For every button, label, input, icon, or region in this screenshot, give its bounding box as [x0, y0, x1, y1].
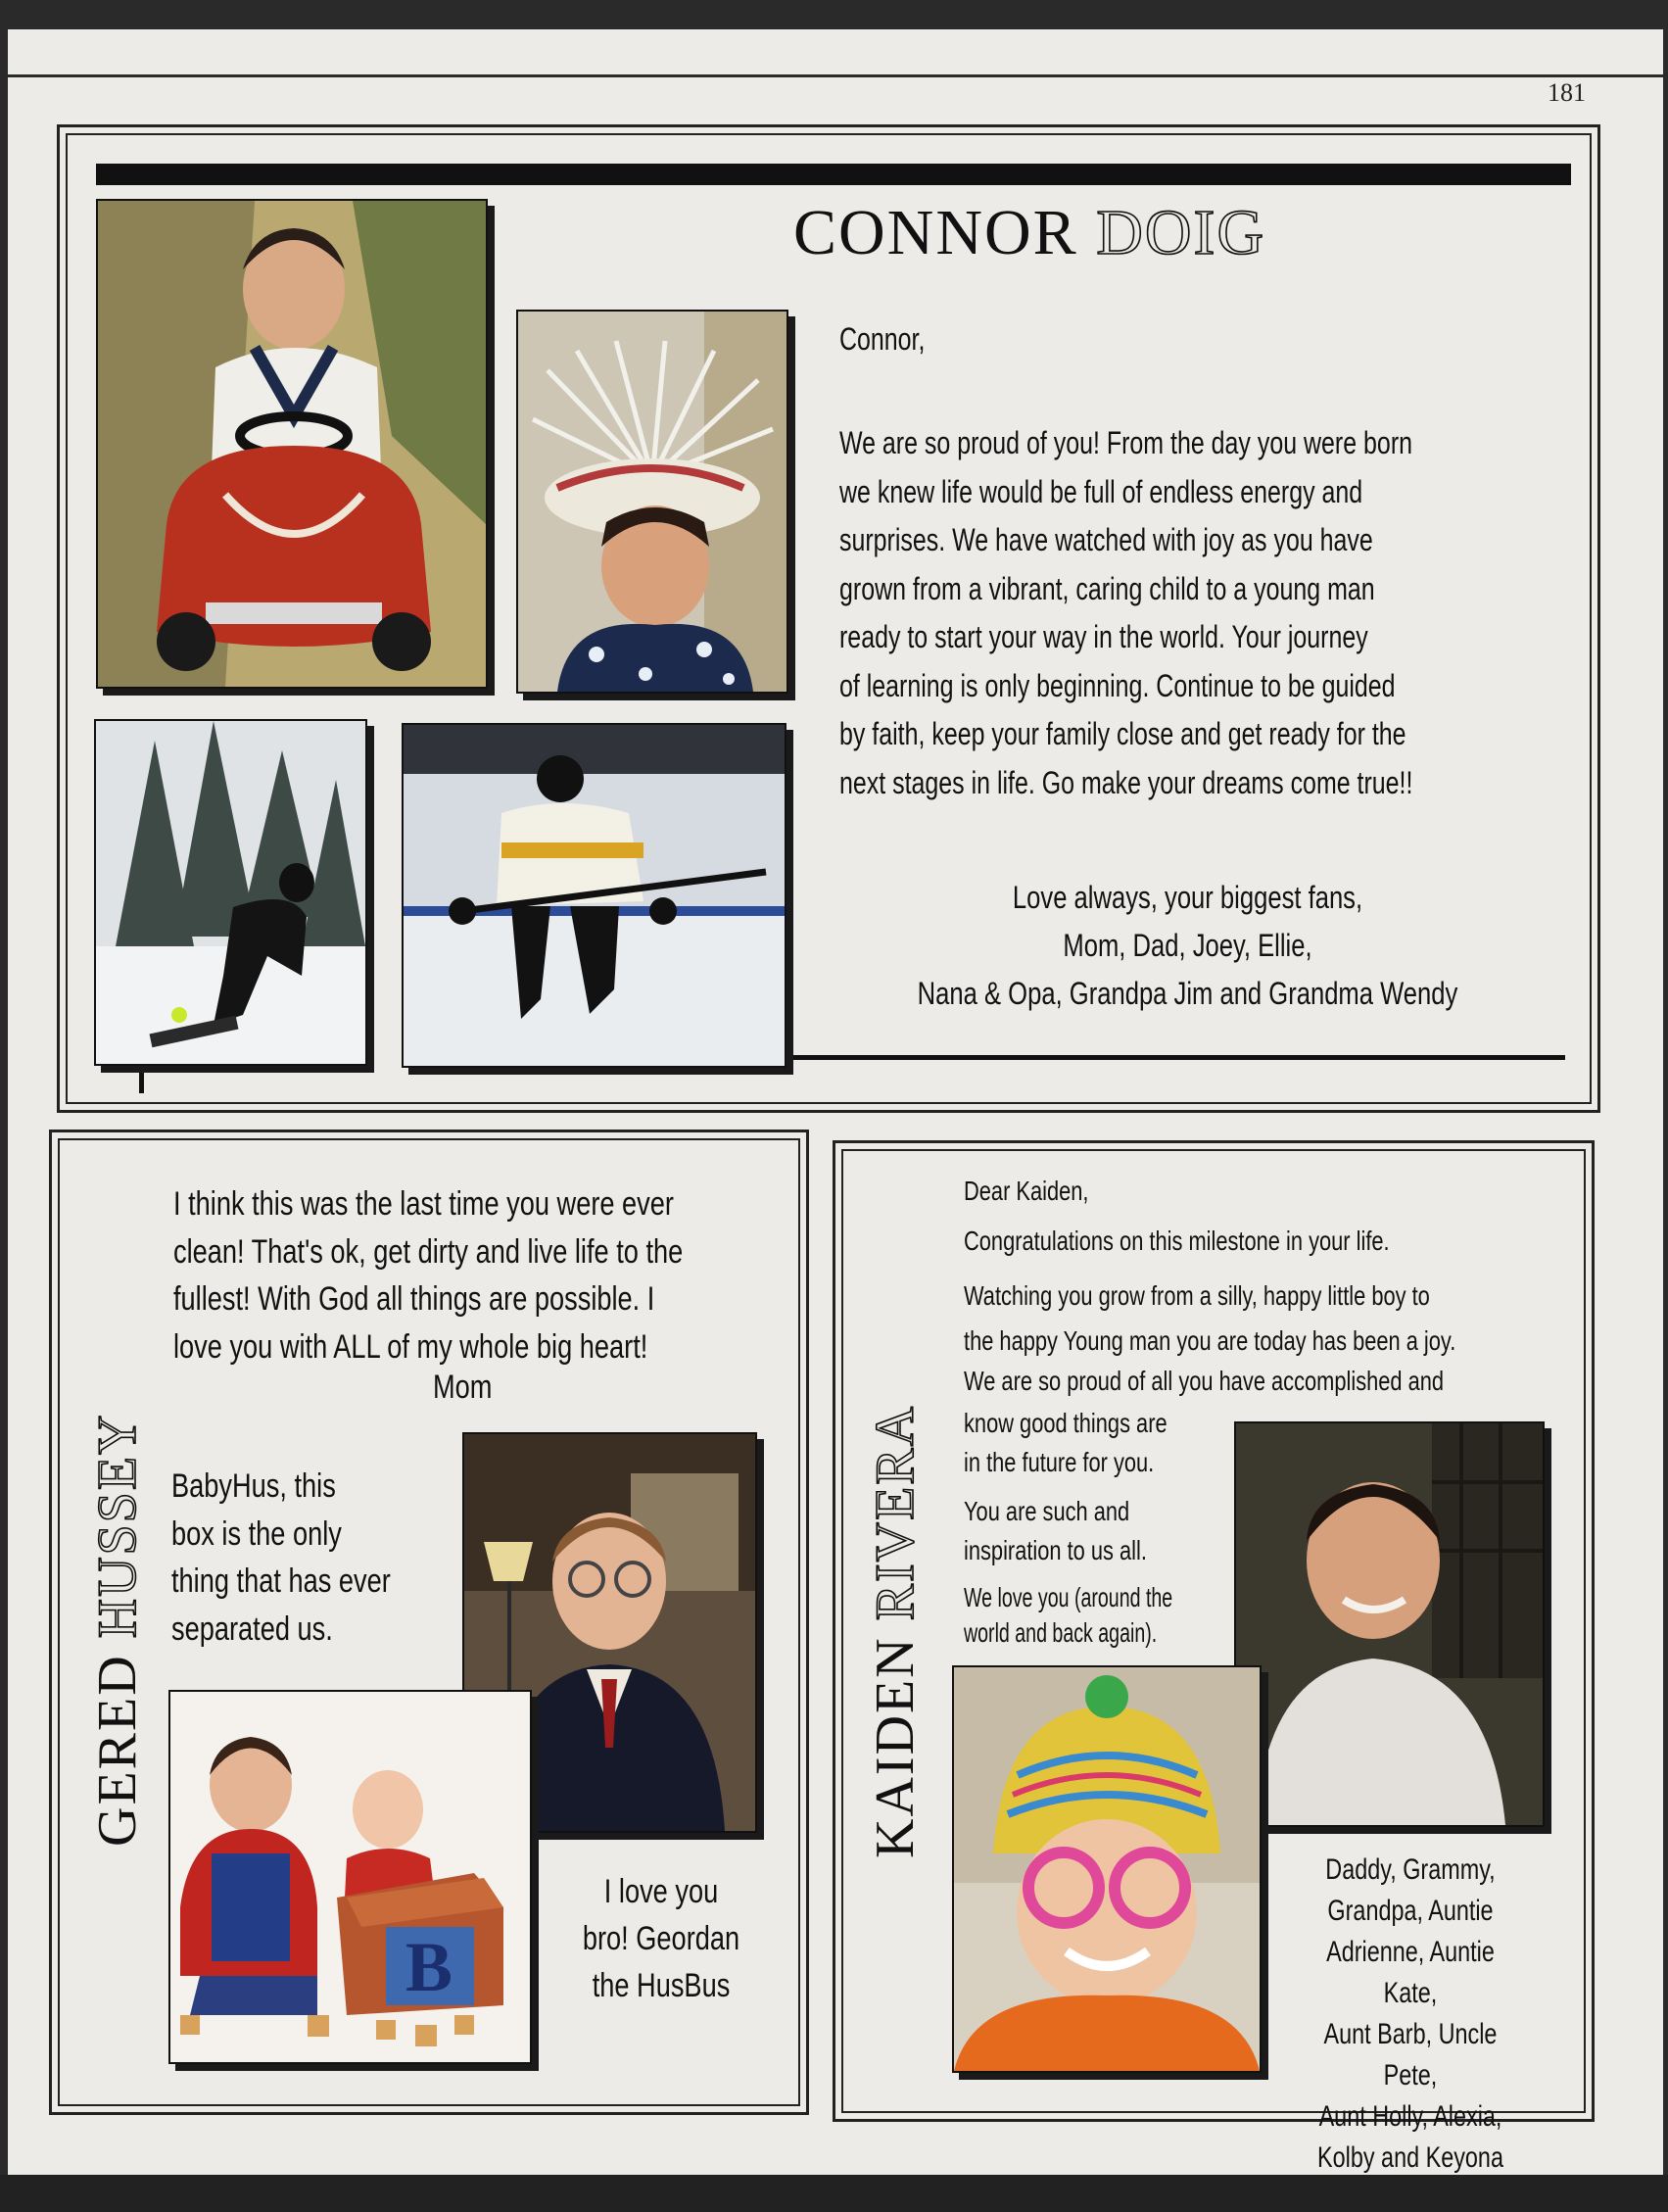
- connor-snowboard-photo: [94, 719, 367, 1066]
- connor-header-bar: [96, 164, 1571, 185]
- kaiden-portrait-photo: [1234, 1421, 1545, 1827]
- bottom-binding-edge: [0, 2175, 1668, 2212]
- gered-mom-note: I think this was the last time you were ever clean! That's ok, get dirty and live life to the fullest! With God all things are possible. I love you with ALL of my whole big heart!: [173, 1185, 684, 1366]
- gered-first-name: GERED: [87, 1654, 148, 1847]
- connor-last-name: DOIG: [1096, 197, 1266, 268]
- kaiden-love: We love you (around the world and back again).: [964, 1582, 1173, 1648]
- connor-first-name: CONNOR: [793, 197, 1078, 268]
- kaiden-knit-hat-photo: [952, 1665, 1262, 2073]
- connor-straw-hat-photo: [516, 310, 788, 694]
- kaiden-signoff: Daddy, Grammy, Grandpa, Auntie Adrienne, Auntie Kate, Aunt Barb, Uncle Pete, Aunt Holly, Alexia, Kolby and Keyona: [1317, 1853, 1503, 2174]
- kaiden-future: know good things are in the future for you.: [964, 1408, 1168, 1477]
- kaiden-watching: Watching you grow from a silly, happy little boy to the happy Young man you are today has been a joy.: [964, 1280, 1456, 1356]
- gered-toy-box-photo: [168, 1690, 532, 2064]
- kaiden-last-name: RIVERA: [865, 1404, 926, 1621]
- kaiden-congrats: Congratulations on this milestone in your life.: [964, 1226, 1390, 1256]
- kaiden-greeting: Dear Kaiden,: [964, 1176, 1089, 1206]
- connor-bottom-rule: [784, 1055, 1565, 1060]
- kaiden-first-name: KAIDEN: [865, 1636, 926, 1858]
- connor-greeting: Connor,: [839, 321, 926, 357]
- connor-toy-car-photo: [96, 199, 488, 689]
- top-rule: [0, 74, 1668, 77]
- gered-mom-signature: Mom: [433, 1369, 493, 1406]
- connor-name-title: [793, 196, 1265, 270]
- kaiden-inspiration: You are such and inspiration to us all.: [964, 1496, 1147, 1565]
- gered-babyhus-note: BabyHus, this box is the only thing that has ever separated us.: [171, 1467, 391, 1648]
- kaiden-proud: We are so proud of all you have accomplished and: [964, 1366, 1445, 1396]
- connor-hockey-photo: [402, 723, 786, 1068]
- gered-bro-note: I love you bro! Geordan the HusBus: [582, 1873, 740, 2004]
- kaiden-name-vertical: [864, 1405, 927, 1858]
- connor-signoff: Love always, your biggest fans, Mom, Dad, Joey, Ellie, Nana & Opa, Grandpa Jim and Grandma Wendy: [917, 880, 1458, 1011]
- connor-letter-body: We are so proud of you! From the day you were born we knew life would be full of endless energy and surprises. We have watched with joy as you have grown from a vibrant, caring child to a young man ready to start your way in the world. Your journey of learning is only beginning. Continue to be guided by faith, keep your family close and get ready for the next stages in life. Go make your dreams come true!!: [839, 425, 1413, 800]
- svg-text:B: B: [405, 1928, 453, 2006]
- gered-name-vertical: [86, 1414, 149, 1847]
- page-number: 181: [1548, 78, 1586, 107]
- gered-last-name: HUSSEY: [87, 1413, 148, 1639]
